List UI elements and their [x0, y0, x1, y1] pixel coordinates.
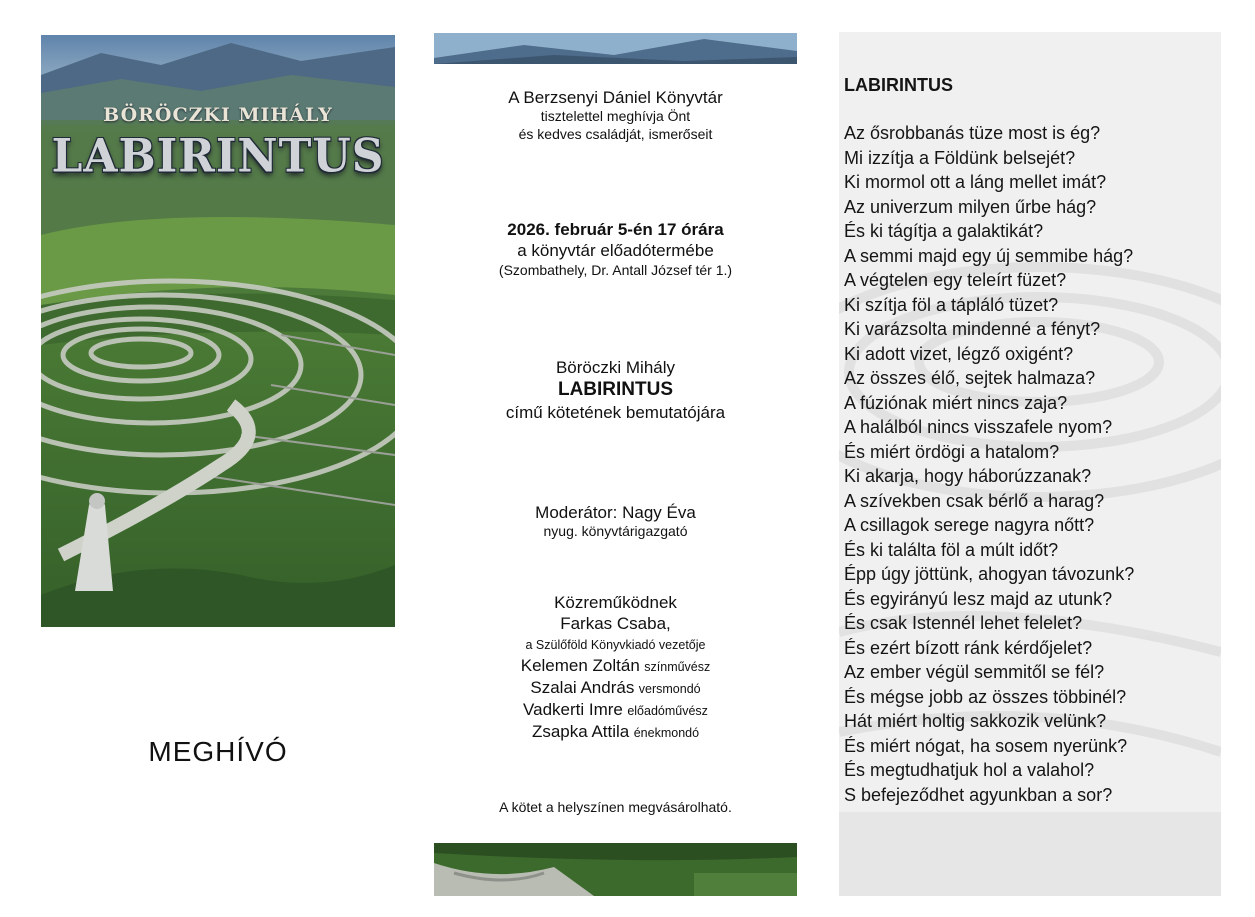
contributor-role: színművész	[644, 660, 711, 675]
host-block	[434, 87, 797, 143]
contributor-name: Zsapka Attila	[531, 722, 630, 742]
moderator-block	[434, 502, 797, 541]
poem-line: Ki varázsolta mindenné a fényt?	[844, 319, 1101, 339]
poem-line: Az ősrobbanás tüze most is ég?	[844, 123, 1101, 143]
poem-panel	[839, 32, 1221, 896]
poem-line: Mi izzítja a Földünk belsejét?	[844, 147, 1076, 168]
poem-line: És csak Istennél lehet felelet?	[844, 613, 1083, 633]
invitation-label: MEGHÍVÓ	[148, 736, 288, 767]
cover-title: LABIRINTUS	[51, 129, 385, 184]
poem-line: És megtudhatjuk hol a valahol?	[844, 760, 1095, 780]
poem-line: És ki találta föl a múlt időt?	[844, 539, 1059, 560]
host-line-2: tisztelettel meghívja Önt	[540, 108, 691, 125]
poem-line: A fúziónak miért nincs zaja?	[844, 392, 1068, 413]
poem-line: És miért ördögi a hatalom?	[844, 441, 1060, 462]
poem-line: Az univerzum milyen űrbe hág?	[844, 196, 1097, 217]
book-author: Böröczki Mihály	[555, 358, 676, 377]
poem-line: A csillagok serege nagyra nőtt?	[844, 515, 1095, 535]
poem-title: LABIRINTUS	[844, 75, 953, 95]
poem-line: A semmi majd egy új semmibe hág?	[844, 245, 1134, 266]
event-address: (Szombathely, Dr. Antall József tér 1.)	[498, 261, 733, 278]
host-name: A Berzsenyi Dániel Könyvtár	[508, 88, 723, 107]
cover-author: BÖRÖCZKI MIHÁLY	[103, 104, 333, 126]
book-title: LABIRINTUS	[557, 379, 674, 401]
poem-line: S befejeződhet agyunkban a sor?	[844, 784, 1113, 805]
poem-line: És ezért bízott ránk kérdőjelet?	[844, 637, 1093, 658]
poem-line: Ki szítja föl a tápláló tüzet?	[844, 294, 1059, 315]
poem-line: Hát miért holtig sakkozik velünk?	[844, 711, 1107, 731]
poem-line: És ki tágítja a galaktikát?	[844, 221, 1044, 241]
contributor	[434, 721, 797, 743]
contributor-name: Kelemen Zoltán	[520, 656, 640, 676]
poem-line: A szívekben csak bérlő a harag?	[844, 490, 1105, 511]
book-cover	[41, 35, 395, 627]
event-venue: a könyvtár előadótermébe	[517, 241, 714, 261]
contributor-role: versmondó	[638, 682, 701, 697]
poem-line: Ki mormol ott a láng mellet imát?	[844, 172, 1107, 192]
contributor	[434, 699, 797, 721]
book-block	[434, 357, 797, 423]
contributors-heading: Közreműködnek	[554, 593, 677, 612]
host-line-3: és kedves családját, ismerőseit	[518, 125, 713, 142]
poem-line: Ki akarja, hogy háborúzzanak?	[844, 466, 1092, 486]
poem-line: És mégse jobb az összes többinél?	[844, 686, 1127, 707]
book-line: című kötetének bemutatójára	[505, 403, 726, 422]
footer-note: A kötet a helyszínen megvásárolható.	[499, 799, 732, 815]
poem-line: A végtelen egy teleírt füzet?	[844, 270, 1067, 290]
poem-line: Épp úgy jöttünk, ahogyan távozunk?	[844, 564, 1135, 584]
moderator: Moderátor: Nagy Éva	[535, 503, 696, 522]
poem-line: Ki adott vizet, légző oxigént?	[844, 343, 1074, 364]
contributor	[434, 635, 797, 655]
contributor	[434, 677, 797, 699]
contributor-role: előadóművész	[627, 704, 708, 719]
contributor-name: Farkas Csaba,	[560, 614, 671, 634]
header-image-strip	[434, 33, 797, 64]
poem-line: És miért nógat, ha sosem nyerünk?	[844, 735, 1128, 756]
poem-line: És egyirányú lesz majd az utunk?	[844, 588, 1113, 609]
moderator-role: nyug. könyvtárigazgató	[543, 523, 688, 540]
contributor	[434, 655, 797, 677]
date-block	[434, 219, 797, 279]
contributor-name: Szalai András	[530, 678, 635, 698]
event-date: 2026. február 5-én 17 órára	[507, 220, 724, 239]
contributor-role: énekmondó	[633, 726, 700, 741]
contributor-name: Vadkerti Imre	[523, 700, 623, 720]
contributors-block	[434, 592, 797, 743]
contributor-role: a Szülőföld Könyvkiadó vezetője	[525, 638, 706, 653]
footer-note-block	[434, 799, 797, 817]
poem-lines	[844, 121, 1134, 807]
poem-line: Az összes élő, sejtek halmaza?	[844, 368, 1096, 388]
poem-line: A halálból nincs visszafele nyom?	[844, 417, 1113, 437]
poem-line: Az ember végül semmitől se fél?	[844, 662, 1105, 682]
contributor	[434, 613, 797, 635]
footer-image-strip	[434, 843, 797, 896]
